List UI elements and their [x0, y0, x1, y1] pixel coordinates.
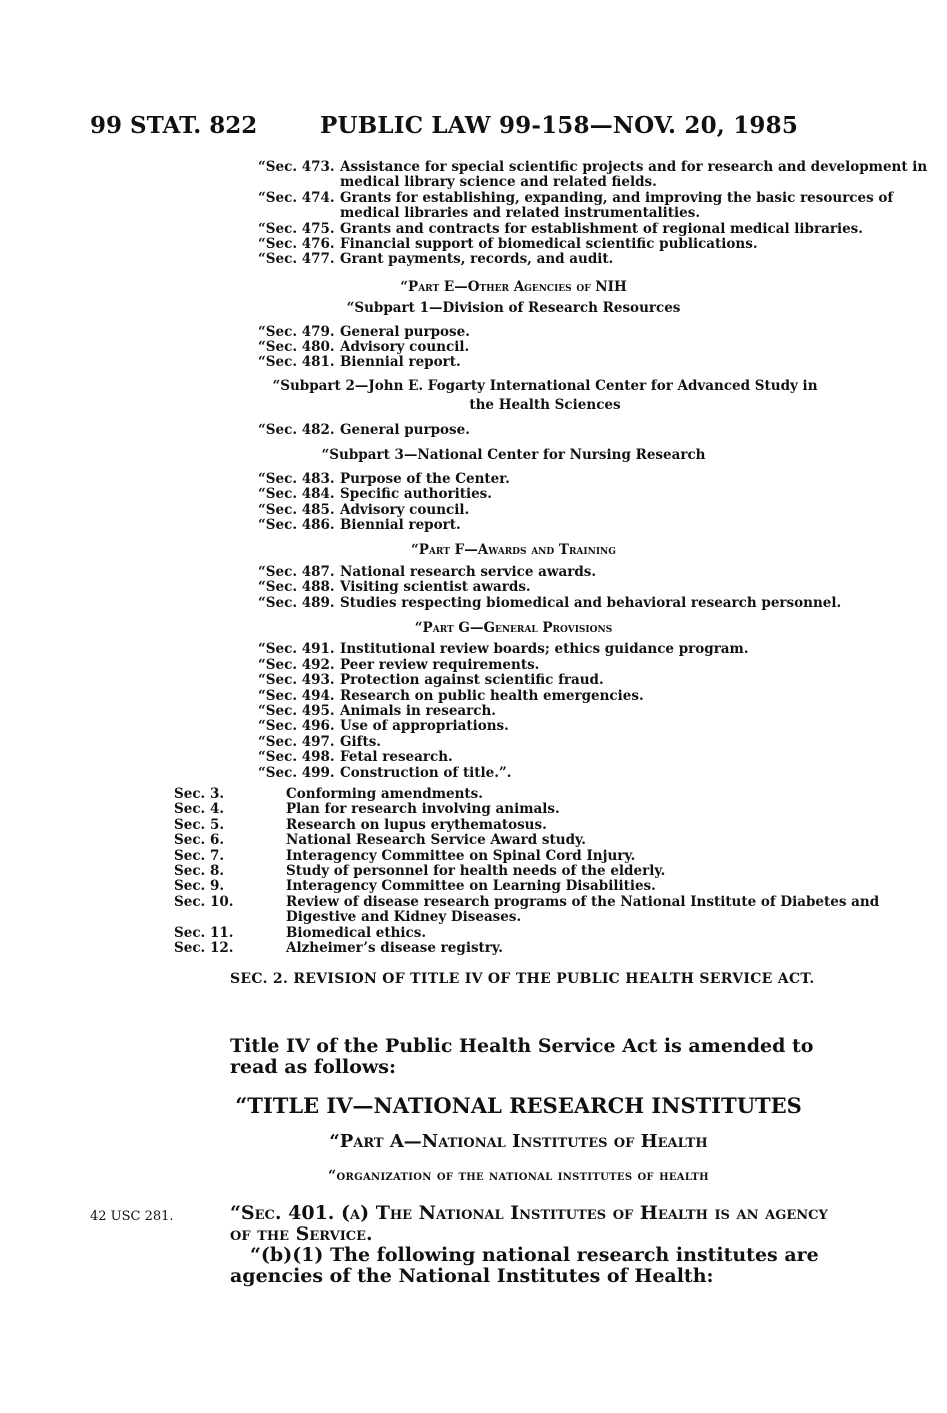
section-2-heading: SEC. 2. REVISION OF TITLE IV OF THE PUBLIC HEALTH SERVICE ACT. — [230, 971, 815, 988]
toc-entry: “Sec. 493. Protection against scientific fraud. — [258, 672, 604, 689]
toc-entry: “Sec. 497. Gifts. — [258, 733, 382, 750]
subpart-3-heading: “Subpart 3—National Center for Nursing Research — [321, 447, 706, 464]
act-section-entry: Sec. 7. Interagency Committee on Spinal Cord Injury. — [174, 847, 636, 864]
toc-entry: “Sec. 476. Financial support of biomedical scientific publications. — [258, 236, 758, 253]
subpart-1-heading: “Subpart 1—Division of Research Resources — [346, 300, 681, 317]
toc-entry: “Sec. 473. Assistance for special scientific projects and for research and development in medical library science and related fields. — [258, 159, 928, 191]
act-section-entry: Sec. 5. Research on lupus erythematosus. — [174, 816, 547, 833]
section-401-a: “Sec. 401. (a) The National Institutes of Health is an agency of the Service. — [230, 1202, 828, 1245]
part-g-heading: “Part G—General Provisions — [414, 619, 613, 636]
toc-entry: “Sec. 474. Grants for establishing, expanding, and improving the basic resources of medical libraries and related instrumentalities. — [258, 189, 894, 222]
act-section-entry: Sec. 8. Study of personnel for health needs of the elderly. — [174, 863, 666, 880]
toc-entry: “Sec. 494. Research on public health emergencies. — [258, 687, 644, 704]
toc-entry: “Sec. 487. National research service awards. — [258, 563, 597, 580]
toc-entry: “Sec. 475. Grants and contracts for establishment of regional medical libraries. — [258, 220, 863, 237]
section-2-body: Title IV of the Public Health Service Act is amended to read as follows: — [230, 1035, 814, 1078]
act-section-entry: Sec. 10. Review of disease research programs of the National Institute of Diabetes and Digestive and Kidney Diseases. — [174, 893, 880, 926]
toc-entry: “Sec. 489. Studies respecting biomedical and behavioral research personnel. — [258, 594, 842, 611]
section-401-b: “(b)(1) The following national research institutes are agencies of the National Institutes of Health: — [230, 1244, 819, 1287]
subpart-2-heading: “Subpart 2—John E. Fogarty International Center for Advanced Study in the Health Sciences — [272, 377, 818, 413]
toc-entry: “Sec. 485. Advisory council. — [258, 501, 470, 518]
table-of-contents — [0, 160, 947, 988]
act-section-entry: Sec. 9. Interagency Committee on Learning Disabilities. — [174, 878, 656, 895]
stat-page-reference: 99 STAT. 822 — [90, 112, 258, 139]
organization-heading: “organization of the national institutes of health — [328, 1168, 709, 1184]
toc-entry: “Sec. 480. Advisory council. — [258, 339, 470, 356]
toc-entry: “Sec. 481. Biennial report. — [258, 354, 461, 371]
margin-citation: 42 USC 281. — [90, 1209, 174, 1224]
act-section-entry: Sec. 4. Plan for research involving animals. — [174, 801, 560, 818]
toc-entry: “Sec. 477. Grant payments, records, and audit. — [258, 251, 614, 268]
toc-entry: “Sec. 492. Peer review requirements. — [258, 656, 540, 673]
toc-entry: “Sec. 486. Biennial report. — [258, 516, 461, 533]
toc-entry: “Sec. 488. Visiting scientist awards. — [258, 579, 531, 596]
act-section-entry: Sec. 11. Biomedical ethics. — [174, 924, 427, 941]
act-section-entry: Sec. 3. Conforming amendments. — [174, 786, 483, 802]
toc-entry: “Sec. 498. Fetal research. — [258, 749, 453, 766]
title-iv-heading: “TITLE IV—NATIONAL RESEARCH INSTITUTES — [235, 1093, 802, 1118]
toc-entry: “Sec. 483. Purpose of the Center. — [258, 470, 510, 487]
act-section-entry: Sec. 12. Alzheimer’s disease registry. — [174, 940, 503, 957]
part-e-heading: “Part E—Other Agencies of NIH — [400, 278, 627, 295]
toc-entry: “Sec. 491. Institutional review boards; ethics guidance program. — [258, 641, 749, 658]
toc-entry: “Sec. 479. General purpose. — [258, 323, 470, 340]
running-head-title: PUBLIC LAW 99-158—NOV. 20, 1985 — [320, 112, 799, 139]
part-f-heading: “Part F—Awards and Training — [411, 542, 616, 559]
act-section-entry: Sec. 6. National Research Service Award study. — [174, 832, 587, 849]
toc-entry: “Sec. 482. General purpose. — [258, 421, 470, 438]
toc-entry: “Sec. 495. Animals in research. — [258, 702, 497, 719]
toc-entry: “Sec. 496. Use of appropriations. — [258, 718, 509, 735]
part-a-heading: “Part A—National Institutes of Health — [329, 1131, 708, 1152]
toc-entry: “Sec. 484. Specific authorities. — [258, 486, 492, 503]
toc-entry: “Sec. 499. Construction of title.”. — [258, 764, 512, 781]
